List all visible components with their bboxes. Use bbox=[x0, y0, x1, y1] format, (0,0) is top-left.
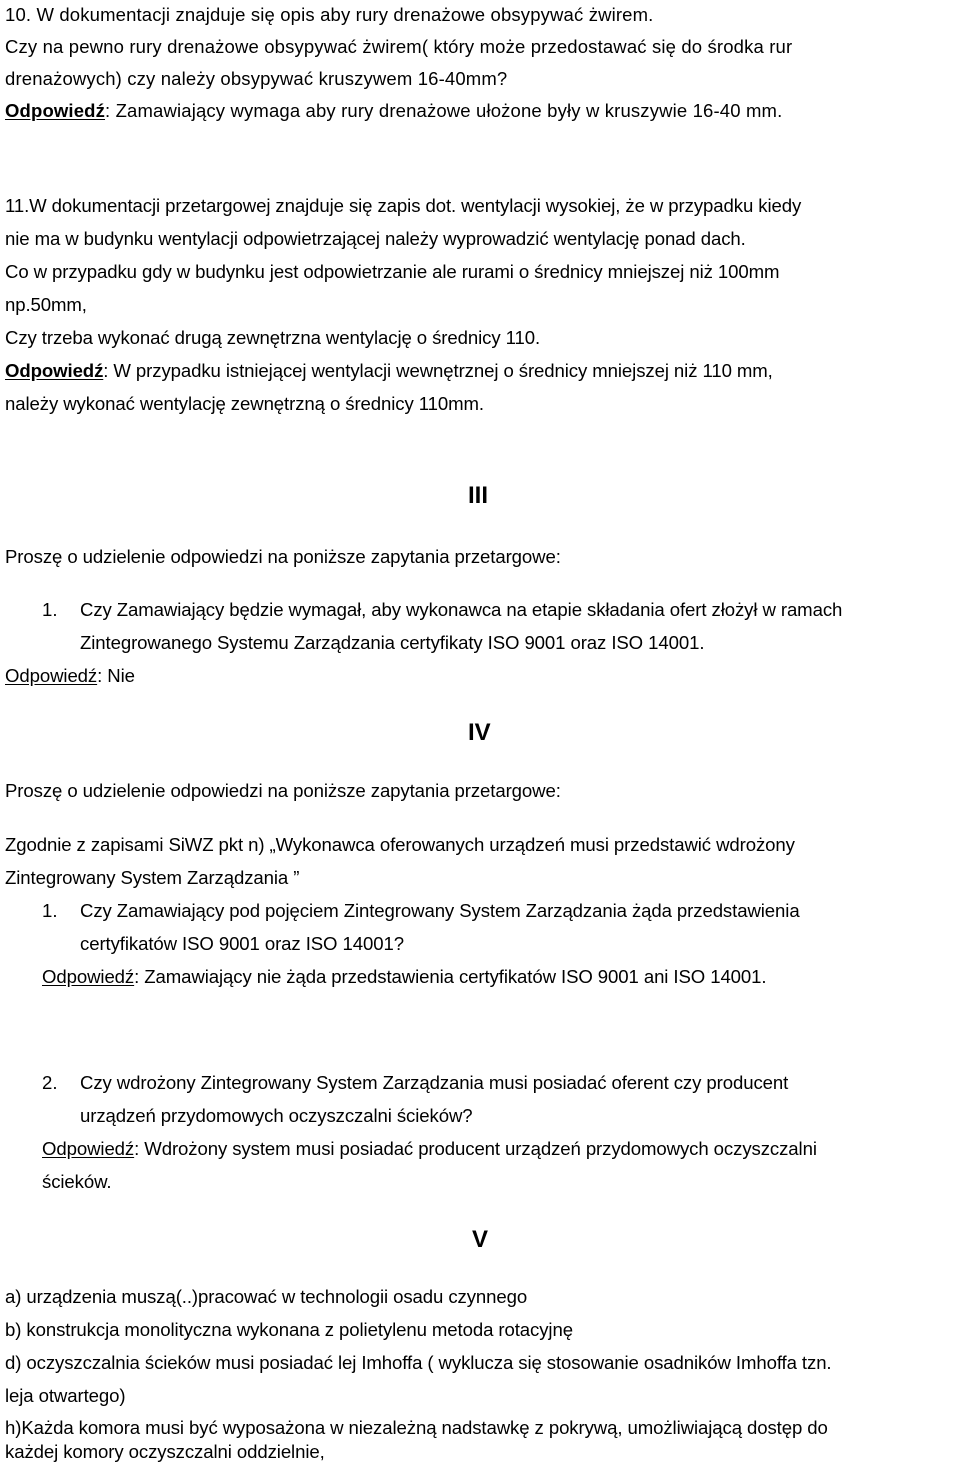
q11-line-5: Czy trzeba wykonać drugą zewnętrzna wentylację o średnicy 110. bbox=[5, 327, 541, 348]
q10-line-2: Czy na pewno rury drenażowe obsypywać żwirem( który może przedostawać się do środka rur bbox=[5, 36, 793, 57]
section-4-q1-answer-label: Odpowiedź bbox=[42, 966, 135, 987]
q11-line-2: nie ma w budynku wentylacji odpowietrzającej należy wyprowadzić wentylację ponad dach. bbox=[5, 228, 746, 249]
section-4-intro: Proszę o udzielenie odpowiedzi na poniższe zapytania przetargowe: bbox=[5, 780, 561, 801]
section-5-item-a: a) urządzenia muszą(..)pracować w technologii osadu czynnego bbox=[5, 1286, 528, 1307]
section-3-answer bbox=[5, 664, 135, 688]
section-4-q1-number: 1. bbox=[42, 900, 58, 921]
section-5-item-b: b) konstrukcja monolityczna wykonana z polietylenu metoda rotacyjnę bbox=[5, 1319, 573, 1340]
section-3-q1-line-1: Czy Zamawiający będzie wymagał, aby wykonawca na etapie składania ofert złożył w ramach bbox=[80, 599, 843, 620]
section-5-item-h-line-1: h)Każda komora musi być wyposażona w niezależną nadstawkę z pokrywą, umożliwiającą dostęp do bbox=[5, 1417, 828, 1438]
q11-answer-line-2: należy wykonać wentylację zewnętrzną o średnicy 110mm. bbox=[5, 393, 484, 414]
section-4-context-line-2: Zintegrowany System Zarządzania ” bbox=[5, 867, 300, 888]
q10-answer-text: : Zamawiający wymaga aby rury drenażowe ułożone były w kruszywie 16-40 mm. bbox=[105, 100, 783, 121]
q10-answer bbox=[5, 99, 782, 123]
section-4-q1-line-2: certyfikatów ISO 9001 oraz ISO 14001? bbox=[80, 933, 404, 954]
section-4-q2-number: 2. bbox=[42, 1072, 58, 1093]
section-5-item-d-line-1: d) oczyszczalnia ścieków musi posiadać lej Imhoffa ( wyklucza się stosowanie osadników Imhoffa tzn. bbox=[5, 1352, 832, 1373]
section-3-intro: Proszę o udzielenie odpowiedzi na poniższe zapytania przetargowe: bbox=[5, 546, 561, 567]
section-3-q1-line-2: Zintegrowanego Systemu Zarządzania certyfikaty ISO 9001 oraz ISO 14001. bbox=[80, 632, 705, 653]
section-5-heading: V bbox=[472, 1226, 489, 1253]
section-4-q2-line-2: urządzeń przydomowych oczyszczalni ścieków? bbox=[80, 1105, 473, 1126]
q11-answer-line-1 bbox=[5, 359, 773, 383]
q11-answer-text-1: : W przypadku istniejącej wentylacji wewnętrznej o średnicy mniejszej niż 110 mm, bbox=[103, 360, 773, 381]
q11-line-3: Co w przypadku gdy w budynku jest odpowietrzanie ale rurami o średnicy mniejszej niż 100mm bbox=[5, 261, 780, 282]
section-5-item-h-line-2: każdej komory oczyszczalni oddzielnie, bbox=[5, 1441, 325, 1462]
section-5-item-d-line-2: leja otwartego) bbox=[5, 1385, 126, 1406]
section-3-q1-number: 1. bbox=[42, 599, 58, 620]
q10-answer-label: Odpowiedź bbox=[5, 100, 106, 121]
q10-line-1: 10. W dokumentacji znajduje się opis aby rury drenażowe obsypywać żwirem. bbox=[5, 4, 654, 25]
section-4-q2-answer-label: Odpowiedź bbox=[42, 1138, 135, 1159]
section-4-q2-answer-text-1: : Wdrożony system musi posiadać producent urządzeń przydomowych oczyszczalni bbox=[134, 1138, 817, 1159]
section-4-q2-answer-line-2: ścieków. bbox=[42, 1171, 112, 1192]
q11-answer-label: Odpowiedź bbox=[5, 360, 104, 381]
section-3-heading: III bbox=[468, 482, 489, 509]
q11-line-4: np.50mm, bbox=[5, 294, 87, 315]
q11-line-1: 11.W dokumentacji przetargowej znajduje się zapis dot. wentylacji wysokiej, że w przypadku kiedy bbox=[5, 195, 802, 216]
section-4-q1-line-1: Czy Zamawiający pod pojęciem Zintegrowany System Zarządzania żąda przedstawienia bbox=[80, 900, 800, 921]
section-3-answer-text: : Nie bbox=[97, 665, 135, 686]
q10-line-3: drenażowych) czy należy obsypywać kruszywem 16-40mm? bbox=[5, 68, 508, 89]
section-4-q1-answer-text: : Zamawiający nie żąda przedstawienia certyfikatów ISO 9001 ani ISO 14001. bbox=[134, 966, 767, 987]
section-4-heading: IV bbox=[468, 719, 491, 746]
section-3-answer-label: Odpowiedź bbox=[5, 665, 98, 686]
section-4-context-line-1: Zgodnie z zapisami SiWZ pkt n) „Wykonawca oferowanych urządzeń musi przedstawić wdrożony bbox=[5, 834, 795, 855]
section-4-q2-line-1: Czy wdrożony Zintegrowany System Zarządzania musi posiadać oferent czy producent bbox=[80, 1072, 789, 1093]
section-4-q1-answer bbox=[42, 965, 766, 989]
section-4-q2-answer-line-1 bbox=[42, 1137, 817, 1161]
